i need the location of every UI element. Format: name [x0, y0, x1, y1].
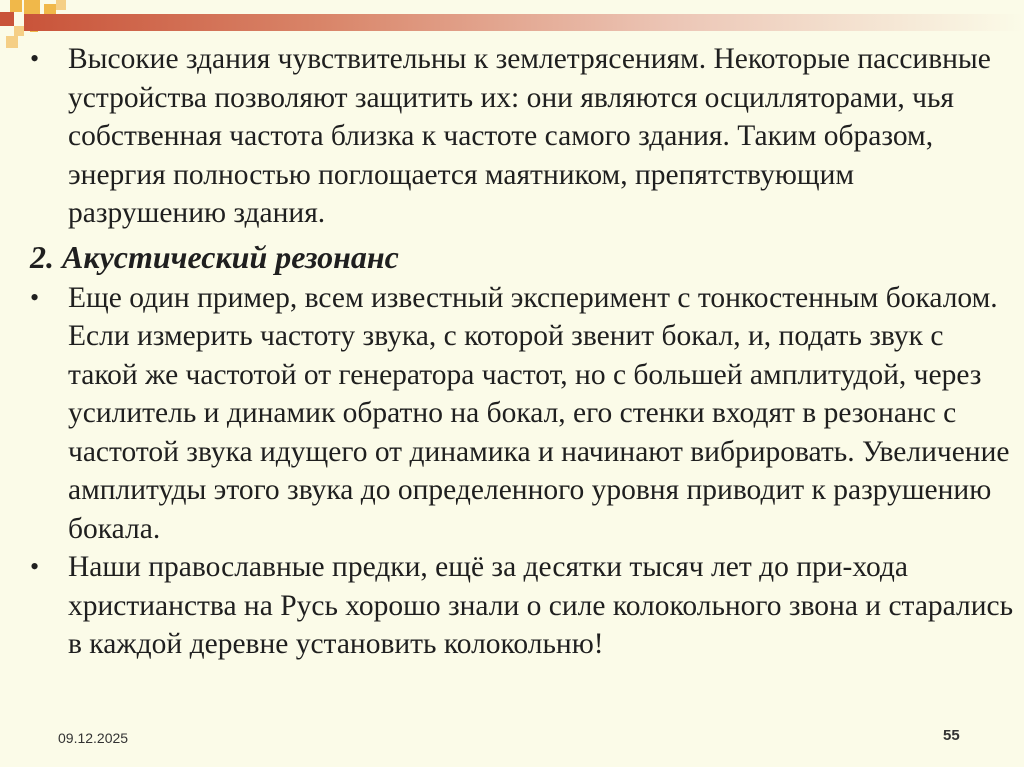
paragraph-ancestors: Наши православные предки, ещё за десятки тысяч лет до при-хода христианства на Русь хорошо знали о силе колокольного звона и старались в каждой деревне установить колокольню!: [68, 551, 1014, 660]
bullet-marker: •: [30, 44, 40, 73]
slide-body: [30, 40, 1015, 664]
decor-square: [0, 12, 14, 26]
title-bar: [24, 14, 1024, 31]
bullet-marker: •: [30, 552, 40, 581]
paragraph-buildings: Высокие здания чувствительны к землетрясениям. Некоторые пассивные устройства позволяют защитить их: они являются осцилляторами, чья собственная частота близка к частоте самого здания. Таким образом, энергия полностью поглощается маятником, препятствующим разрушению здания.: [68, 43, 991, 229]
page-number: 55: [943, 727, 960, 744]
decor-square: [56, 0, 66, 10]
bullet-item: [30, 279, 1015, 549]
bullet-marker: •: [30, 282, 40, 312]
paragraph-glass: Еще один пример, всем известный эксперимент с тонкостенным бокалом. Если измерить частоту звука, с которой звенит бокал, и, подать звук с такой же частотой от генератора частот, но с большей амплитудой, через усилитель и динамик обратно на бокал, его стенки входят в резонанс с частотой звука идущего от динамика и начинают вибрировать. Увеличение амплитуды этого звука до определенного уровня приводит к разрушению бокала.: [68, 281, 1010, 545]
section-heading: 2. Акустический резонанс: [30, 238, 399, 275]
decor-square: [14, 26, 24, 36]
bullet-item: [30, 548, 1015, 664]
decor-square: [10, 0, 22, 12]
decor-square: [6, 36, 18, 48]
slide-date: 09.12.2025: [58, 730, 129, 746]
bullet-item: [30, 40, 1015, 233]
